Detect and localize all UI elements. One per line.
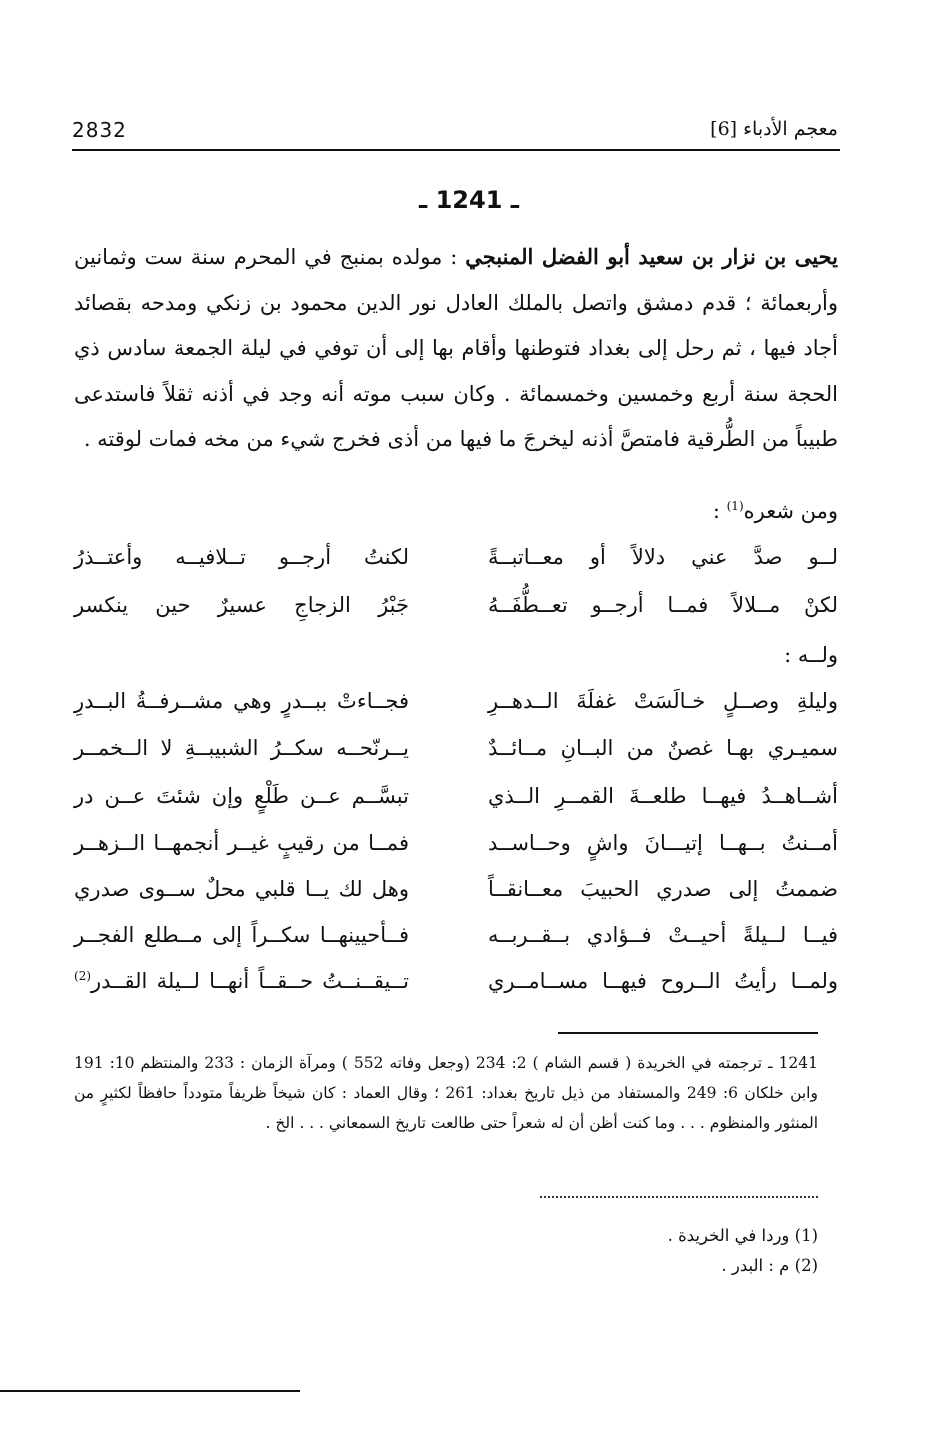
biography-text: : مولده بمنبج في المحرم سنة ست وثمانين وأربعمائة ؛ قدم دمشق واتصل بالملك العادل نور الدين محمود بن زنكي ومدحه بقصائد أجاد فيها ، ثم رحل إلى بغداد فتوطنها وأقام بها إلى أن توفي في ليلة الجمعة سادس ذي الحجة سنة أربع وخمسين وخمسمائة . وكان سبب موته أنه وجد في أذنه ثقلاً فاستدعى طبيباً من الطُّرقية فامتصَّ أذنه ليخرجَ ما فيها من أذى فخرج شيء من مخه فمات لوقته . xyxy=(74,245,838,451)
poem2-verse1-right: وليلةِ وصــلٍ خـالَسَتْ غفلَةَ الــدهــرِ xyxy=(488,689,838,713)
footnote-ref-2: (2) xyxy=(74,969,92,983)
running-head: معجم الأدباء [6] xyxy=(710,118,838,140)
footnote-ref-1: (1) xyxy=(726,499,744,513)
poem1-verse2-right: لكنْ مــلالاً فمــا أرجــو تعــطُّفَــهُ xyxy=(488,593,838,617)
poem1-intro-colon: : xyxy=(712,499,727,523)
poem2-verse7-left-text: تــيقــنــتُ حــقــاً أنهــا لــيلة القــدر xyxy=(91,969,409,993)
footnote-1: (1) وردا في الخريدة . xyxy=(667,1226,818,1245)
poem2-verse7-right: ولمــا رأيتُ الــروح فيهــا مســامــري xyxy=(488,969,838,993)
poem2-verse2-right: سميـري بهـا غصنٌ من البــانِ مــائــدٌ xyxy=(488,736,838,760)
scan-edge-rule xyxy=(0,1390,300,1392)
source-note: 1241 ـ ترجمته في الخريدة ( قسم الشام ) 2: 234 (وجعل وفاته 552 ) ومرآة الزمان : 233 والمنتظم 10: 191 وابن خلكان 6: 249 والمستفاد من ذيل تاريخ بغداد: 261 ؛ وقال العماد : كان شيخاً ظريفاً متودداً حافظاً لكثيرٍ من المنثور والمنظوم . . . وما كنت أظن أن له شعراً حتى طالعت تاريخ السمعاني . . . الخ . xyxy=(74,1054,819,1132)
footnote-2: (2) م : البدر . xyxy=(721,1256,818,1275)
footnote-rule xyxy=(558,1032,818,1034)
poem2-verse6-left: فــأحيينهــا سكــراً إلى مــطلع الفجــر xyxy=(74,923,409,947)
poem1-verse1-right: لــو صدَّ عني دلالاً أو معــاتبــةً xyxy=(488,545,838,569)
poem2-verse3-right: أشــاهــدُ فيهــا طلعــةَ القمــرِ الــذي xyxy=(488,784,838,808)
poem2-verse5-right: ضممتُ إلى صدري الحبيبَ معــانقــاً xyxy=(488,877,838,901)
subject-name: يحيى بن نزار بن سعيد أبو الفضل المنبجي xyxy=(465,244,838,269)
biography-paragraph xyxy=(74,234,838,463)
poem2-verse5-left: وهل لك يــا قلبي محلٌ ســوى صدري xyxy=(74,877,409,901)
poem1-intro-text: ومن شعره xyxy=(743,499,838,523)
poem2-verse7-left xyxy=(74,969,409,993)
poem1-verse1-left: لكنتُ أرجــو تــلافيــه وأعتــذرُ xyxy=(74,545,409,569)
poem1-verse2-left: جَبْرُ الزجاجِ عسيرٌ حين ينكسر xyxy=(74,593,409,617)
poem2-verse3-left: تبسَّــم عــن طَلْعٍ وإن شئتَ عــن در xyxy=(74,784,409,808)
poem2-verse4-right: أمــنتُ بــهــا إتيـــانَ واشٍ وحــاســد xyxy=(488,831,838,855)
poem2-verse2-left: يــرنّحــه سكــرُ الشبيبــةِ لا الــخمــر xyxy=(74,736,409,760)
dotted-separator xyxy=(540,1196,818,1198)
poem2-verse6-right: فيــا لــيلةً أحيــتْ فــؤادي بــقــربــه xyxy=(488,923,838,947)
header-rule xyxy=(72,149,840,151)
entry-number: ـ 1241 ـ xyxy=(419,186,519,214)
poem2-verse4-left: فمــا من رقيبٍ غيــر أنجمهــا الــزهــر xyxy=(74,831,409,855)
page-number: 2832 xyxy=(72,118,127,142)
poem2-intro: ولــه : xyxy=(784,643,838,667)
poem2-verse1-left: فجــاءتْ ببــدرٍ وهي مشــرفــةُ البــدرِ xyxy=(74,689,409,713)
poem1-intro xyxy=(713,499,838,523)
